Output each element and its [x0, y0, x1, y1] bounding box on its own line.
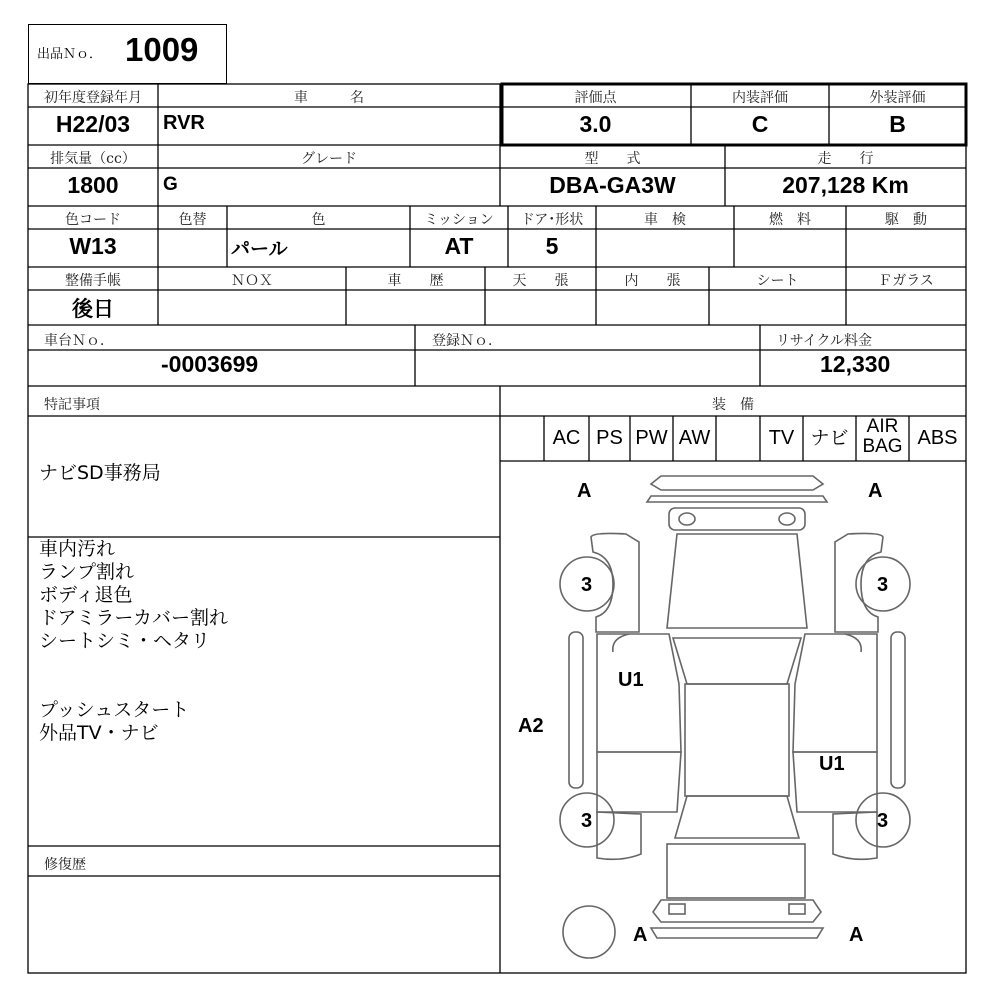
equipment-ac: AC	[552, 427, 581, 449]
label-nox: ＮＯＸ	[231, 273, 273, 289]
equipment-pw: PW	[635, 427, 668, 449]
lot-number: 1009	[125, 31, 199, 68]
equipment-ps: PS	[596, 427, 623, 449]
mark-front-left-wheel: 3	[581, 574, 593, 596]
value-mileage: 207,128 Km	[782, 172, 909, 198]
label-vehicle-history: 車 歴	[387, 273, 444, 289]
notes-top: ナビSD事務局	[39, 462, 161, 484]
label-color: 色	[311, 212, 326, 228]
value-model: DBA-GA3W	[549, 172, 676, 198]
note-line: ランプ割れ	[39, 561, 135, 583]
label-car-name: 車 名	[294, 90, 364, 106]
note-line: ドアミラーカバー割れ	[39, 607, 229, 629]
value-interior-grade: C	[751, 111, 769, 137]
value-door: 5	[545, 233, 559, 259]
label-front-glass: Ｆガラス	[878, 273, 934, 289]
mark-rear-right-corner: A	[849, 924, 864, 946]
mark-right-rear-door: U1	[819, 753, 845, 775]
label-interior-grade: 内装評価	[732, 90, 788, 106]
note-line: シートシミ・ヘタリ	[39, 630, 211, 652]
label-special-notes: 特記事項	[44, 397, 100, 413]
value-car-name: RVR	[163, 112, 205, 134]
lot-label: 出品Ｎｏ．	[37, 47, 103, 62]
value-maintenance-book: 後日	[72, 297, 114, 321]
mark-left-door: U1	[618, 669, 644, 691]
car-outline	[560, 476, 910, 958]
label-color-code: 色コード	[65, 212, 121, 228]
value-mission: AT	[444, 233, 474, 259]
equipment-abs: ABS	[917, 427, 958, 449]
value-chassis-number: -0003699	[161, 351, 259, 377]
label-grade: グレード	[301, 151, 357, 167]
equipment-airbag: AIR BAG	[862, 416, 903, 457]
vehicle-diagram	[501, 462, 966, 972]
label-door: ドア･形状	[520, 212, 584, 228]
equipment-tv: TV	[768, 427, 795, 449]
label-inspection: 車 検	[644, 212, 686, 228]
label-equipment: 装 備	[712, 397, 754, 413]
value-recycle-fee: 12,330	[820, 351, 891, 377]
mark-rear-left-corner: A	[633, 924, 648, 946]
mark-front-right-wheel: 3	[877, 574, 889, 596]
label-repair-history: 修復歴	[44, 857, 86, 873]
value-color: パール	[231, 238, 288, 260]
mark-front-left-corner: A	[577, 480, 592, 502]
label-seat: シート	[756, 273, 799, 289]
label-roof-lining: 天 張	[512, 273, 569, 289]
value-color-code: W13	[69, 233, 117, 259]
label-registration-number: 登録Ｎｏ．	[432, 333, 502, 349]
label-mission: ミッション	[424, 212, 494, 228]
label-mileage: 走 行	[817, 151, 874, 167]
mark-rear-right-wheel: 3	[877, 810, 889, 832]
label-first-registration: 初年度登録年月	[44, 90, 142, 106]
label-chassis-number: 車台Ｎｏ．	[44, 333, 114, 349]
mark-front-right-corner: A	[868, 480, 883, 502]
label-drive: 駆 動	[885, 212, 927, 228]
value-displacement: 1800	[67, 172, 119, 198]
value-score: 3.0	[579, 111, 612, 137]
value-grade: G	[163, 174, 178, 195]
label-interior-lining: 内 張	[624, 273, 681, 289]
mark-rear-left-wheel: 3	[581, 810, 593, 832]
note-line: 車内汚れ	[39, 538, 116, 560]
label-model: 型 式	[584, 151, 641, 167]
equipment-navi: ナビ	[810, 427, 849, 449]
label-fuel: 燃 料	[769, 212, 811, 228]
value-exterior-grade: B	[889, 111, 906, 137]
note-line: プッシュスタート	[39, 699, 190, 721]
label-displacement: 排気量（cc）	[50, 151, 136, 167]
mark-left-side: A2	[518, 715, 544, 737]
label-exterior-grade: 外装評価	[869, 90, 926, 106]
damage-marks	[518, 480, 888, 946]
label-recycle-fee: リサイクル料金	[776, 333, 873, 349]
value-first-registration: H22/03	[55, 111, 131, 137]
note-line: 外品TV・ナビ	[39, 722, 159, 744]
label-score: 評価点	[574, 90, 617, 106]
label-maintenance-book: 整備手帳	[65, 273, 121, 289]
equipment-aw: AW	[678, 427, 711, 449]
note-line: ボディ退色	[39, 584, 133, 606]
label-repaint: 色替	[178, 212, 207, 228]
